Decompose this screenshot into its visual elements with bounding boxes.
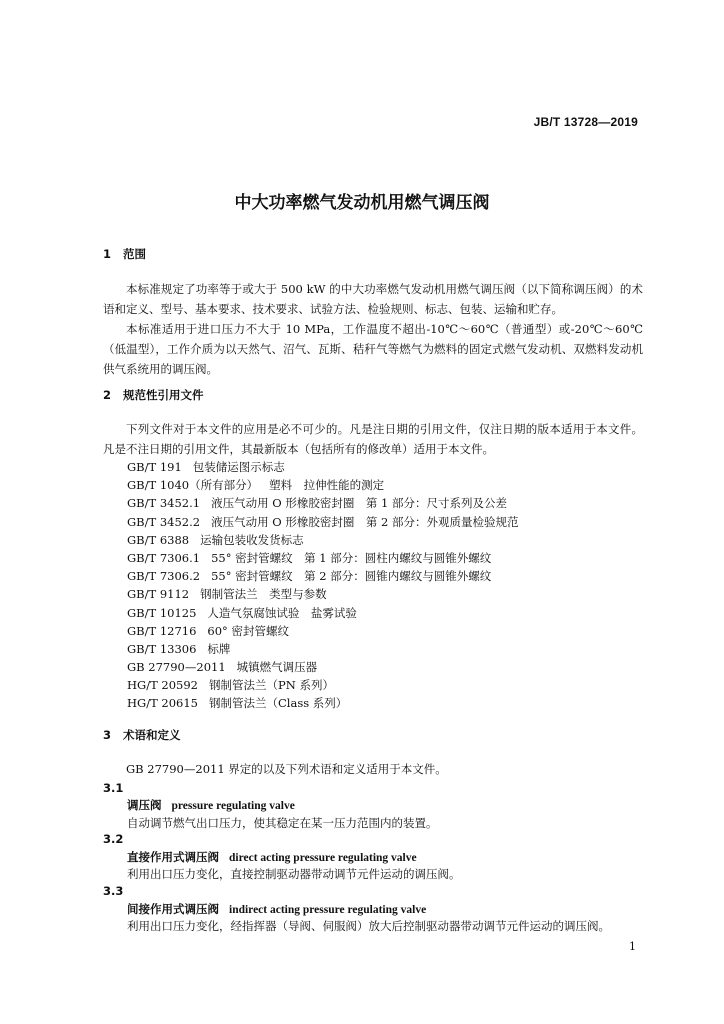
- reference-title: 塑料 拉伸性能的测定: [269, 478, 385, 493]
- reference-code: GB/T 191: [127, 460, 182, 474]
- reference-list: [127, 458, 518, 713]
- reference-title: 液压气动用 O 形橡胶密封圈 第 2 部分：外观质量检验规范: [211, 514, 519, 529]
- reference-title: 城镇燃气调压器: [236, 660, 318, 675]
- reference-code: GB/T 6388: [127, 532, 190, 547]
- reference-item: [127, 476, 518, 494]
- reference-code: GB 27790—2011: [127, 660, 226, 675]
- term-name: [127, 797, 295, 813]
- scope-paragraph-1: 本标准规定了功率等于或大于 500 kW 的中大功率燃气发动机用燃气调压阀（以下简称调压阀）的术语和定义、型号、基本要求、技术要求、试验方法、检验规则、标志、包装、运输和贮存。: [103, 282, 643, 316]
- reference-title: 液压气动用 O 形橡胶密封圈 第 1 部分：尺寸系列及公差: [211, 496, 507, 511]
- reference-title: 55° 密封管螺纹 第 2 部分：圆锥内螺纹与圆锥外螺纹: [211, 569, 492, 584]
- term-definition: 利用出口压力变化，经指挥器（导阀、伺服阀）放大后控制驱动器带动调节元件运动的调压阀。: [127, 919, 610, 933]
- reference-item: [127, 458, 518, 476]
- reference-code: GB/T 13306: [127, 641, 197, 656]
- reference-code: GB/T 12716: [127, 623, 197, 638]
- reference-code: GB/T 7306.2: [127, 569, 201, 584]
- section-title: 范围: [123, 247, 146, 261]
- term-name-en: direct acting pressure regulating valve: [229, 852, 417, 864]
- reference-item: [127, 676, 518, 694]
- reference-item: [127, 585, 518, 603]
- reference-code: GB/T 1040（所有部分）: [127, 478, 259, 493]
- reference-item: [127, 567, 518, 585]
- reference-title: 钢制管法兰（PN 系列）: [209, 678, 334, 693]
- reference-code: GB/T 10125: [127, 605, 197, 620]
- reference-title: 60° 密封管螺纹: [207, 623, 289, 638]
- term-name-en: pressure regulating valve: [171, 800, 295, 812]
- reference-code: GB/T 3452.2: [127, 514, 201, 529]
- reference-title: 人造气氛腐蚀试验 盐雾试验: [207, 605, 357, 620]
- section-heading-normative-references: [103, 387, 204, 403]
- reference-title: 钢制管法兰 类型与参数: [200, 587, 327, 602]
- section-title: 规范性引用文件: [123, 388, 204, 402]
- reference-item: [127, 494, 518, 512]
- reference-title: 包装储运图示标志: [192, 460, 285, 474]
- term-name: [127, 849, 417, 865]
- reference-code: HG/T 20592: [127, 678, 198, 693]
- term-name: [127, 901, 426, 917]
- reference-item: [127, 604, 518, 622]
- reference-item: [127, 622, 518, 640]
- document-title: 中大功率燃气发动机用燃气调压阀: [234, 193, 490, 213]
- reference-title: 55° 密封管螺纹 第 1 部分：圆柱内螺纹与圆锥外螺纹: [211, 550, 492, 565]
- reference-code: GB/T 7306.1: [127, 550, 201, 565]
- section-title: 术语和定义: [123, 728, 181, 742]
- reference-title: 运输包装收发货标志: [200, 532, 304, 547]
- terms-intro: GB 27790—2011 界定的以及下列术语和定义适用于本文件。: [126, 762, 447, 776]
- reference-item: [127, 549, 518, 567]
- page-number: 1: [629, 940, 636, 953]
- term-number: 3.3: [103, 884, 124, 898]
- reference-code: GB/T 9112: [127, 587, 190, 602]
- section-number: 1: [103, 247, 112, 261]
- term-number: 3.2: [103, 832, 124, 846]
- section-number: 2: [103, 388, 112, 402]
- term-name-zh: 间接作用式调压阀: [127, 902, 219, 916]
- reference-item: [127, 513, 518, 531]
- reference-item: [127, 658, 518, 676]
- term-definition: 利用出口压力变化，直接控制驱动器带动调节元件运动的调压阀。: [127, 867, 461, 881]
- reference-code: HG/T 20615: [127, 696, 198, 711]
- term-number: 3.1: [103, 781, 124, 795]
- term-name-zh: 调压阀: [127, 798, 162, 812]
- reference-title: 钢制管法兰（Class 系列）: [209, 696, 348, 711]
- term-definition: 自动调节燃气出口压力，使其稳定在某一压力范围内的装置。: [127, 816, 438, 830]
- term-name-en: indirect acting pressure regulating valve: [229, 904, 427, 916]
- term-name-zh: 直接作用式调压阀: [127, 850, 219, 864]
- scope-paragraph-2: 本标准适用于进口压力不大于 10 MPa，工作温度不超出-10℃～60℃（普通型）或-20℃～60℃（低温型），工作介质为以天然气、沼气、瓦斯、秸秆气等燃气为燃料的固定式燃气发动机、双燃料发动机供气系统用的调压阀。: [103, 322, 643, 376]
- section-heading-scope: [103, 246, 146, 262]
- reference-title: 标牌: [207, 641, 231, 656]
- reference-code: GB/T 3452.1: [127, 496, 201, 511]
- section-heading-terms-definitions: [103, 727, 181, 743]
- reference-item: [127, 531, 518, 549]
- reference-item: [127, 640, 518, 658]
- references-intro: 下列文件对于本文件的应用是必不可少的。凡是注日期的引用文件，仅注日期的版本适用于本文件。凡是不注日期的引用文件，其最新版本（包括所有的修改单）适用于本文件。: [103, 422, 643, 456]
- reference-item: [127, 694, 518, 712]
- standard-number: JB/T 13728—2019: [533, 115, 638, 129]
- section-number: 3: [103, 728, 112, 742]
